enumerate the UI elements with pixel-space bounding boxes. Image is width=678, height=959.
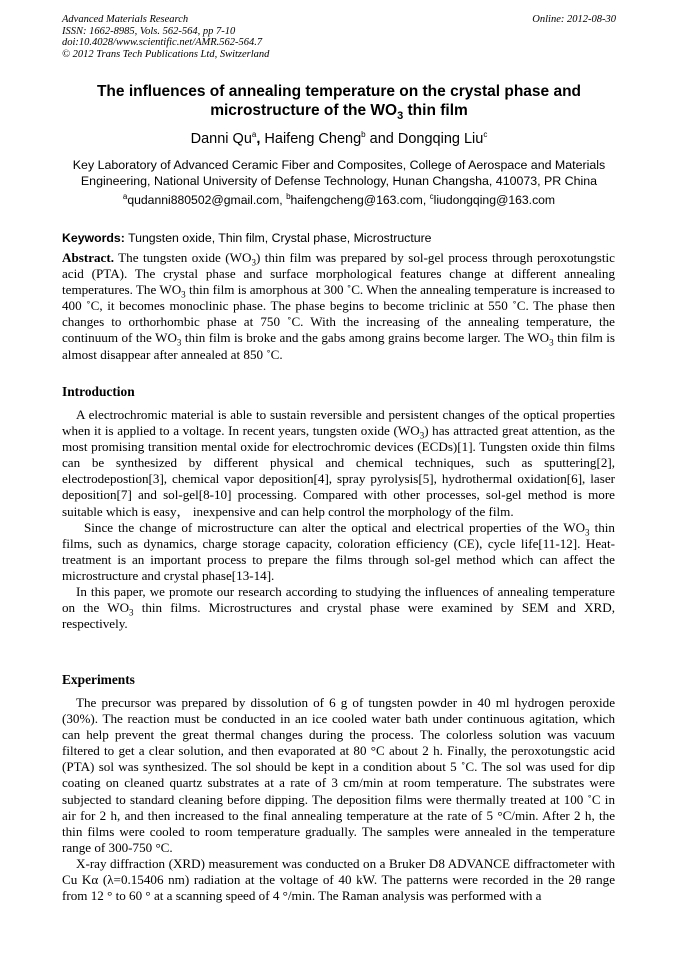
issn-line: ISSN: 1662-8985, Vols. 562-564, pp 7-10 bbox=[62, 25, 236, 37]
introduction-heading: Introduction bbox=[62, 384, 135, 399]
abstract: Abstract. The tungsten oxide $(WO_3)$ thin film was prepared by sol-gel process through peroxotungstic acid (PTA). The crystal phase and surface morphological features change at different annealing temperatures. The $WO_3$ thin film is amorphous at 300 ˚C. When the annealing temperature is increased to 400 ˚C, it becomes monoclinic phase. The phase begins to become triclinic at 550 ˚C. The phase then changes to orthorhombic phase at 750 ˚C. With the increasing of the annealing temperature, the continuum of the $WO_3$ thin film is broke and the gabs among grains become larger. The $WO_3$ thin film is almost disappear after annealed at 850 ˚C. bbox=[62, 250, 615, 362]
journal-name: Advanced Materials Research bbox=[62, 14, 189, 25]
title-line-1: The influences of annealing temperature on the crystal phase and bbox=[96, 83, 582, 100]
keywords-label: Keywords: bbox=[62, 231, 125, 245]
email-c[interactable]: liudongqing@163.com bbox=[433, 193, 556, 207]
email-a[interactable]: qudanni880502@gmail.com, bbox=[127, 193, 287, 207]
intro-paragraph: A electrochromic material is able to sustain reversible and persistent changes of the optical properties when it is applied to a voltage. In recent years, tungsten oxide $(WO_3)$ has attracted great attention, as the most promising transition mental oxide for electrochromic devices (ECDs)[1]. Tungsten oxide thin films can be synthesized by different physical and chemical techniques, such as sputtering[2], electrodepostion[3], chemical vapor deposition[4], spray pyrolysis[5], hydrothermal oxidation[6], laser deposition[7] and sol-gel[8-10] processing. Compared with other processes, sol-gel method is more suitable which is easy， inexpensive and can help control the morphology of the film. bbox=[62, 407, 615, 519]
copyright-line: © 2012 Trans Tech Publications Ltd, Switzerland bbox=[62, 48, 270, 60]
exp-paragraph: The precursor was prepared by dissolution of 6 g of tungsten powder in 40 ml hydrogen peroxide (30%). The reaction must be conducted in an ice cooled water bath under continuous agitation, which can help prevent the great thermal changes during the process. The colorless solution was vacuum filtered to get a clear solution, and then evaporated at 80 °C about 2 h. Finally, the peroxotungstic acid (PTA) sol was synthesized. The sol should be kept in a condition about 5 ˚C. The sol was used for dip coating on cleaned quartz substrates at a rate of 3 cm/min at room temperature. The substrates were subjected to standard cleaning before dipping. The deposition films were thermally treated at 100 ˚C in air for 2 h, and then increased to the final annealing temperature at the rate of 5 °C/min. After 2 h, the thin films were cooled to room temperature gradually. The samples were annealed in the temperature range of 300-750 °C. bbox=[62, 695, 615, 855]
intro-paragraph: Since the change of microstructure can alter the optical and electrical properties of the $WO_3$ thin films, such as dynamics, charge storage capacity, coloration efficiency (CE), cycle life[11-12]. Heat-treatment is an important process to prepare the films through sol-gel method which can affect the microstructure and crystal phase[13-14]. bbox=[62, 519, 615, 583]
doi-line[interactable]: doi:10.4028/www.scientific.net/AMR.562-564.7 bbox=[62, 37, 263, 48]
exp-paragraph: X-ray diffraction (XRD) measurement was conducted on a Bruker D8 ADVANCE diffractometer with Cu Kα (λ=0.15406 nm) radiation at the voltage of 40 kW. The patterns were recorded in the 2θ range from 12 ° to 60 ° at a scanning speed of 4 °/min. The Raman analysis was performed with a bbox=[62, 855, 615, 904]
journal-header bbox=[62, 14, 269, 60]
online-date: Online: 2012-08-30 bbox=[532, 14, 616, 25]
author-3: and Dongqing Liu bbox=[369, 131, 484, 147]
keywords-text: Tungsten oxide, Thin film, Crystal phase, Microstructure bbox=[124, 231, 432, 245]
experiments-heading: Experiments bbox=[62, 672, 135, 687]
keywords bbox=[62, 230, 616, 246]
email-b[interactable]: haifengcheng@163.com, bbox=[290, 193, 430, 207]
affiliation: Key Laboratory of Advanced Ceramic Fiber and Composites, College of Aerospace and Materials Engineering, National University of Defense Technology, Hunan Changsha, 410073, PR China bbox=[72, 158, 606, 188]
abstract-label: Abstract. bbox=[62, 250, 114, 265]
author-2: Haifeng Cheng bbox=[264, 131, 362, 147]
experiments-body bbox=[62, 695, 615, 904]
author-list: Danni Qu$^a$, Haifeng Cheng$^b$ and Dongqing Liu$^c$ bbox=[190, 130, 488, 147]
title-line-2: microstructure of the $WO_3$ thin film bbox=[210, 102, 468, 123]
email-list: $^a$qudanni880502@gmail.com, $^b$haifengcheng@163.com, $^c$liudongqing@163.com bbox=[122, 191, 556, 207]
introduction-body bbox=[62, 407, 615, 632]
intro-paragraph: In this paper, we promote our research according to studying the influences of annealing temperature on the $WO_3$ thin films. Microstructures and crystal phase were examined by SEM and XRD, respectively. bbox=[62, 584, 616, 632]
paper-title bbox=[62, 82, 616, 123]
author-1: Danni Qu bbox=[190, 131, 252, 147]
